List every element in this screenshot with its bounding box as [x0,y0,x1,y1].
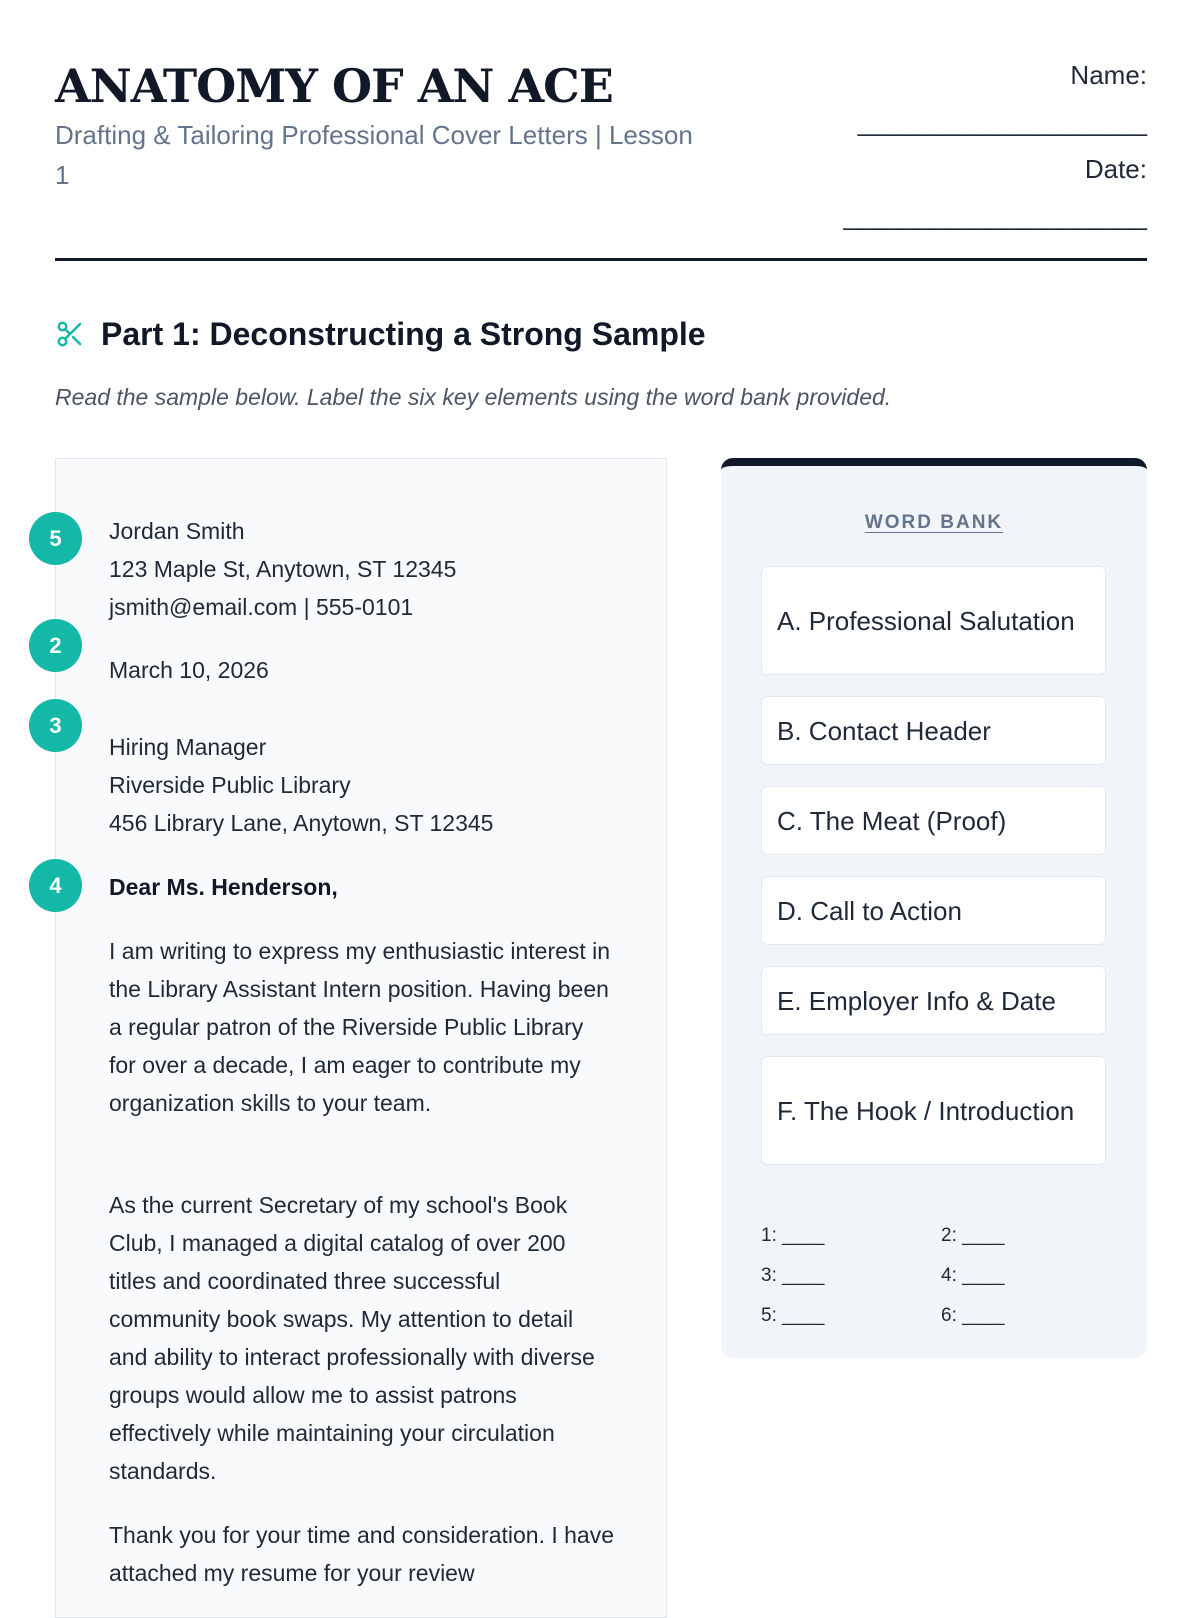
word-bank-item: E. Employer Info & Date [761,966,1106,1035]
worksheet-header [55,0,1147,261]
answer-blank[interactable]: 3: ____ [761,1265,825,1286]
answer-blank[interactable]: 5: ____ [761,1305,825,1326]
answer-grid [761,1216,1121,1336]
answer-blank[interactable]: 4: ____ [941,1265,1005,1286]
word-bank-item: D. Call to Action [761,876,1106,945]
word-bank-item: F. The Hook / Introduction [761,1056,1106,1165]
date-field[interactable]: _____________________ [843,201,1147,231]
recipient-block [109,728,629,842]
marker-badge: 5 [29,512,82,565]
word-bank-item: C. The Meat (Proof) [761,786,1106,855]
marker-badge: 4 [29,859,82,912]
name-label: Name: [1070,60,1147,90]
marker-badge: 2 [29,619,82,672]
worksheet-subtitle: Drafting & Tailoring Professional Cover Letters | Lesson 1 [55,120,693,190]
scissors-icon [55,319,85,349]
answer-blank[interactable]: 1: ____ [761,1225,825,1246]
sender-block [109,512,629,626]
recipient-organization: Riverside Public Library [109,772,351,798]
name-field[interactable]: ____________________ [857,107,1147,137]
word-bank-heading: WORD BANK [864,512,1004,533]
recipient-title: Hiring Manager [109,734,267,760]
part-1-title: Part 1: Deconstructing a Strong Sample [101,315,706,352]
letter-salutation: Dear Ms. Henderson, [109,874,338,900]
recipient-address: 456 Library Lane, Anytown, ST 12345 [109,810,494,836]
part-1-heading [55,312,706,356]
letter-paragraph-closing: Thank you for your time and consideration. I have attached my resume for your review [109,1522,615,1586]
letter-paragraph-hook: I am writing to express my enthusiastic interest in the Library Assistant Intern position. Having been a regular patron of the Riverside Public Library for over a decade, I am eager to contribute my organization skills to your team. [109,938,611,1116]
word-bank-panel [721,458,1147,1358]
date-label: Date: [1084,154,1147,184]
letter-date: March 10, 2026 [109,657,269,683]
marker-badge: 3 [29,699,82,752]
part-1-instructions: Read the sample below. Label the six key elements using the word bank provided. [55,384,892,410]
letter-paragraph-proof: As the current Secretary of my school's Book Club, I managed a digital catalog of over 200 titles and coordinated three successful community book swaps. My attention to detail and ability to interact professionally with diverse groups would allow me to assist patrons effectively while maintaining your circulation standards. [109,1192,595,1484]
sender-name: Jordan Smith [109,518,245,544]
worksheet-title: ANATOMY OF AN ACE [55,59,613,113]
student-info [787,55,1147,243]
sender-address: 123 Maple St, Anytown, ST 12345 [109,556,457,582]
sender-contact: jsmith@email.com | 555-0101 [109,594,414,620]
word-bank-item: A. Professional Salutation [761,566,1106,675]
answer-blank[interactable]: 6: ____ [941,1305,1005,1326]
answer-blank[interactable]: 2: ____ [941,1225,1005,1246]
word-bank-item: B. Contact Header [761,696,1106,765]
